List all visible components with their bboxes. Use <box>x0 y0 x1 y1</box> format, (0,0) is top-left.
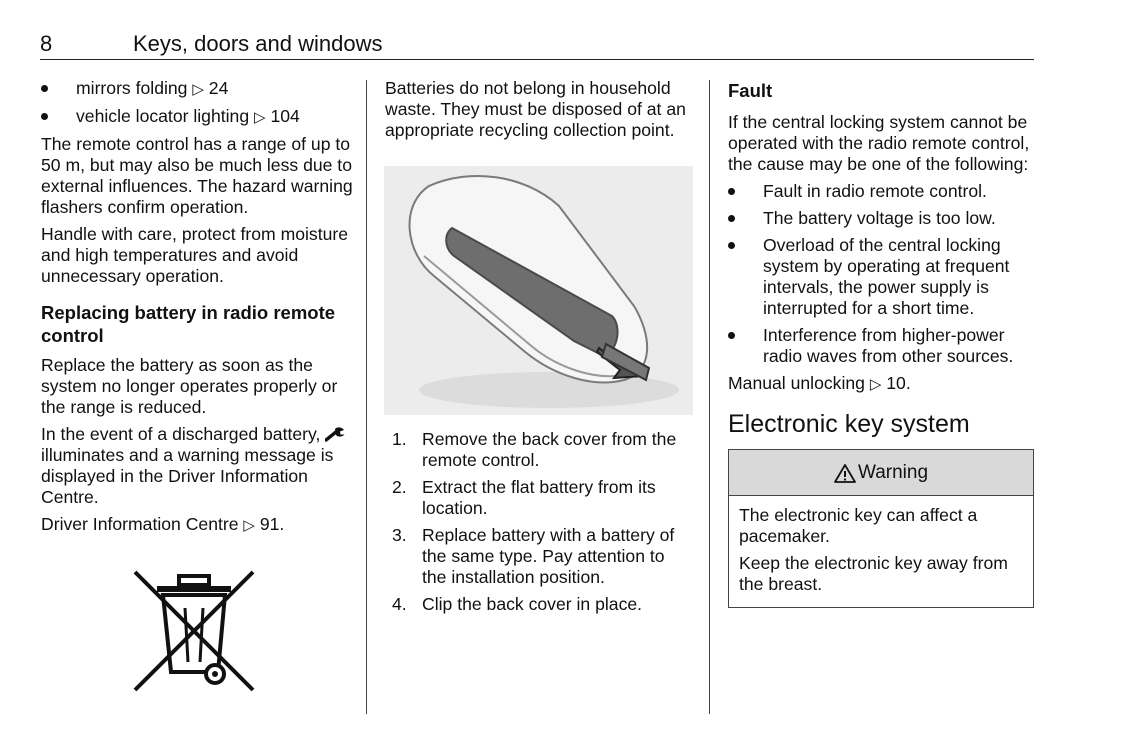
column-divider-2 <box>709 80 710 714</box>
replace-paragraph: Replace the battery as soon as the system no longer operates properly or the range is reduced. <box>41 355 338 417</box>
warning-label: Warning <box>857 462 929 483</box>
subheading-replacing-battery: Replacing battery in radio remote control <box>41 302 336 346</box>
list-item: 4. Clip the back cover in place. <box>392 594 643 614</box>
care-paragraph: Handle with care, protect from moisture and high temperatures and avoid unnecessary operation. <box>41 224 349 286</box>
column-2 <box>385 78 697 147</box>
reference-arrow-icon: ▷ <box>243 517 255 534</box>
page-reference[interactable]: 91. <box>259 514 285 534</box>
warning-body <box>729 496 1033 607</box>
discharged-paragraph: In the event of a discharged battery, illuminates and a warning message is displayed in the Driver Information Centre. <box>41 424 353 508</box>
wrench-icon <box>325 427 346 442</box>
column-1 <box>41 78 353 542</box>
page-reference[interactable]: 10. <box>886 373 911 393</box>
electronic-key-system-heading: Electronic key system <box>728 410 970 438</box>
steps-list <box>392 429 692 621</box>
list-item: mirrors folding ▷ 24 <box>41 78 353 100</box>
warning-triangle-icon <box>834 463 856 483</box>
fault-heading: Fault <box>728 80 773 101</box>
warning-paragraph: Keep the electronic key away from the breast. <box>739 553 1008 594</box>
list-item: Fault in radio remote control. <box>728 181 1034 202</box>
remote-key-illustration <box>384 166 693 415</box>
disposal-paragraph: Batteries do not belong in household waste. They must be disposed of at an appropriate recycling collection point. <box>385 78 686 140</box>
reference-arrow-icon: ▷ <box>192 81 204 98</box>
list-item: 3. Replace battery with a battery of the same type. Pay attention to the installation position. <box>392 525 675 587</box>
list-item: Interference from higher-power radio waves from other sources. <box>728 325 1034 367</box>
list-item: 2. Extract the flat battery from its location. <box>392 477 656 518</box>
dic-reference-line: Driver Information Centre ▷ 91. <box>41 514 285 534</box>
column-3 <box>728 79 1034 608</box>
page-reference[interactable]: 24 <box>208 78 229 98</box>
range-paragraph: The remote control has a range of up to 50 m, but may also be much less due to external influences. The hazard warning flashers confirm operation. <box>41 134 353 217</box>
warning-header <box>729 450 1033 496</box>
warning-paragraph: The electronic key can affect a pacemaker. <box>739 505 978 546</box>
page-number: 8 <box>40 31 53 56</box>
reference-arrow-icon: ▷ <box>869 376 882 393</box>
list-item: The battery voltage is too low. <box>728 208 1034 229</box>
manual-unlocking-line: Manual unlocking ▷ 10. <box>728 373 911 393</box>
page-reference[interactable]: 104 <box>270 106 300 126</box>
section-title: Keys, doors and windows <box>133 31 383 56</box>
crossed-bin-icon <box>133 570 255 692</box>
column-divider-1 <box>366 80 367 714</box>
fault-intro: If the central locking system cannot be operated with the radio remote control, the cause may be one of the following: <box>728 112 1030 174</box>
list-item: 1. Remove the back cover from the remote control. <box>392 429 677 470</box>
list-item: vehicle locator lighting ▷ 104 <box>41 106 353 128</box>
list-item: Overload of the central locking system by operating at frequent intervals, the power supply is interrupted for a short time. <box>728 235 1034 319</box>
header-rule <box>40 59 1034 60</box>
warning-box <box>728 449 1034 608</box>
reference-arrow-icon: ▷ <box>254 109 266 126</box>
